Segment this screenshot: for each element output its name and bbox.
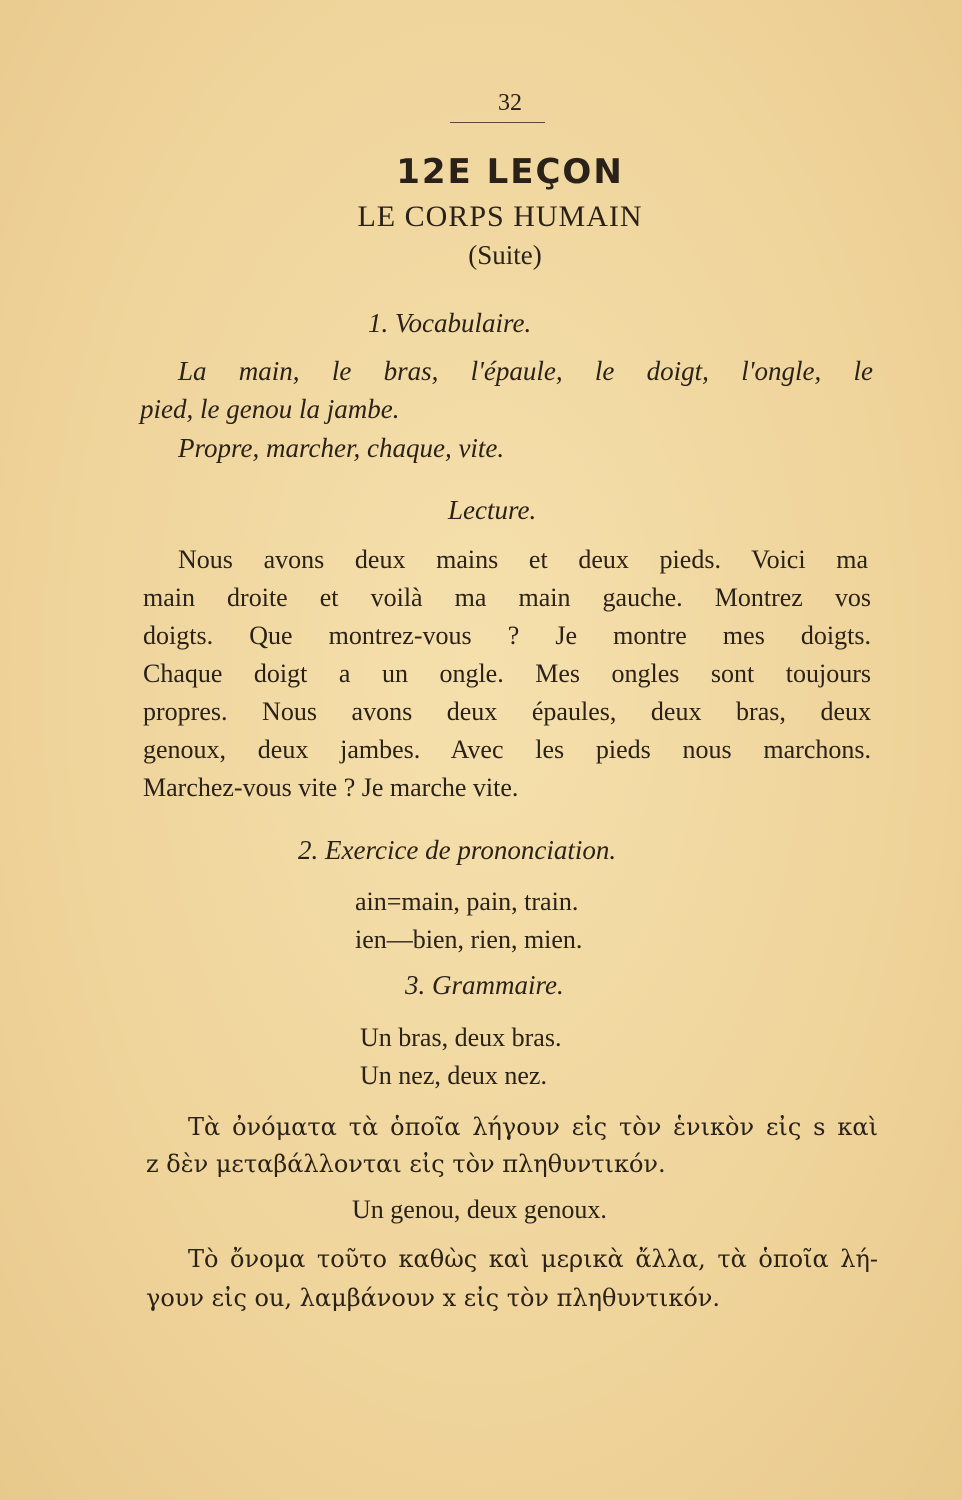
page-number-rule bbox=[450, 122, 545, 123]
reading-line: main droite et voilà ma main gauche. Montrez vos bbox=[143, 583, 871, 612]
greek-rule-line: γουν εἰς ou, λαμβάνουν x εἰς τὸν πληθυντικόν. bbox=[146, 1284, 720, 1312]
grammar-example: Un nez, deux nez. bbox=[360, 1061, 547, 1090]
page-number: 32 bbox=[498, 90, 522, 116]
greek-rule-line: Τὸ ὄνομα τοῦτο καθὼς καὶ μερικὰ ἄλλα, τὰ ὁποῖα λή- bbox=[188, 1245, 878, 1273]
reading-line: Nous avons deux mains et deux pieds. Voici ma bbox=[178, 545, 868, 574]
reading-line: doigts. Que montrez-vous ? Je montre mes doigts. bbox=[143, 621, 871, 650]
reading-line: Marchez-vous vite ? Je marche vite. bbox=[143, 773, 519, 802]
grammar-example: Un genou, deux genoux. bbox=[352, 1195, 607, 1224]
lecture-heading: Lecture. bbox=[448, 495, 537, 525]
reading-line: genoux, deux jambes. Avec les pieds nous marchons. bbox=[143, 735, 871, 764]
pronunciation-line: ain=main, pain, train. bbox=[355, 887, 579, 916]
lesson-subtitle: LE CORPS HUMAIN bbox=[357, 200, 643, 233]
vocab-line: pied, le genou la jambe. bbox=[140, 394, 400, 424]
lesson-title: 12E LEÇON bbox=[396, 152, 624, 192]
vocab-line: Propre, marcher, chaque, vite. bbox=[178, 433, 505, 463]
reading-line: Chaque doigt a un ongle. Mes ongles sont toujours bbox=[143, 659, 871, 688]
greek-rule-line: z δὲν μεταβάλλονται εἰς τὸν πληθυντικόν. bbox=[146, 1150, 666, 1178]
reading-line: propres. Nous avons deux épaules, deux bras, deux bbox=[143, 697, 871, 726]
suite-label: (Suite) bbox=[468, 240, 542, 270]
greek-rule-line: Τὰ ὀνόματα τὰ ὁποῖα λήγουν εἰς τὸν ἑνικὸν εἰς s καὶ bbox=[188, 1113, 878, 1141]
grammar-example: Un bras, deux bras. bbox=[360, 1023, 562, 1052]
grammar-heading: 3. Grammaire. bbox=[405, 970, 564, 1000]
pronunciation-heading: 2. Exercice de prononciation. bbox=[298, 835, 617, 865]
vocab-line: La main, le bras, l'épaule, le doigt, l'ongle, le bbox=[178, 356, 873, 386]
vocabulary-heading: 1. Vocabulaire. bbox=[368, 308, 532, 338]
pronunciation-line: ien—bien, rien, mien. bbox=[355, 925, 583, 954]
